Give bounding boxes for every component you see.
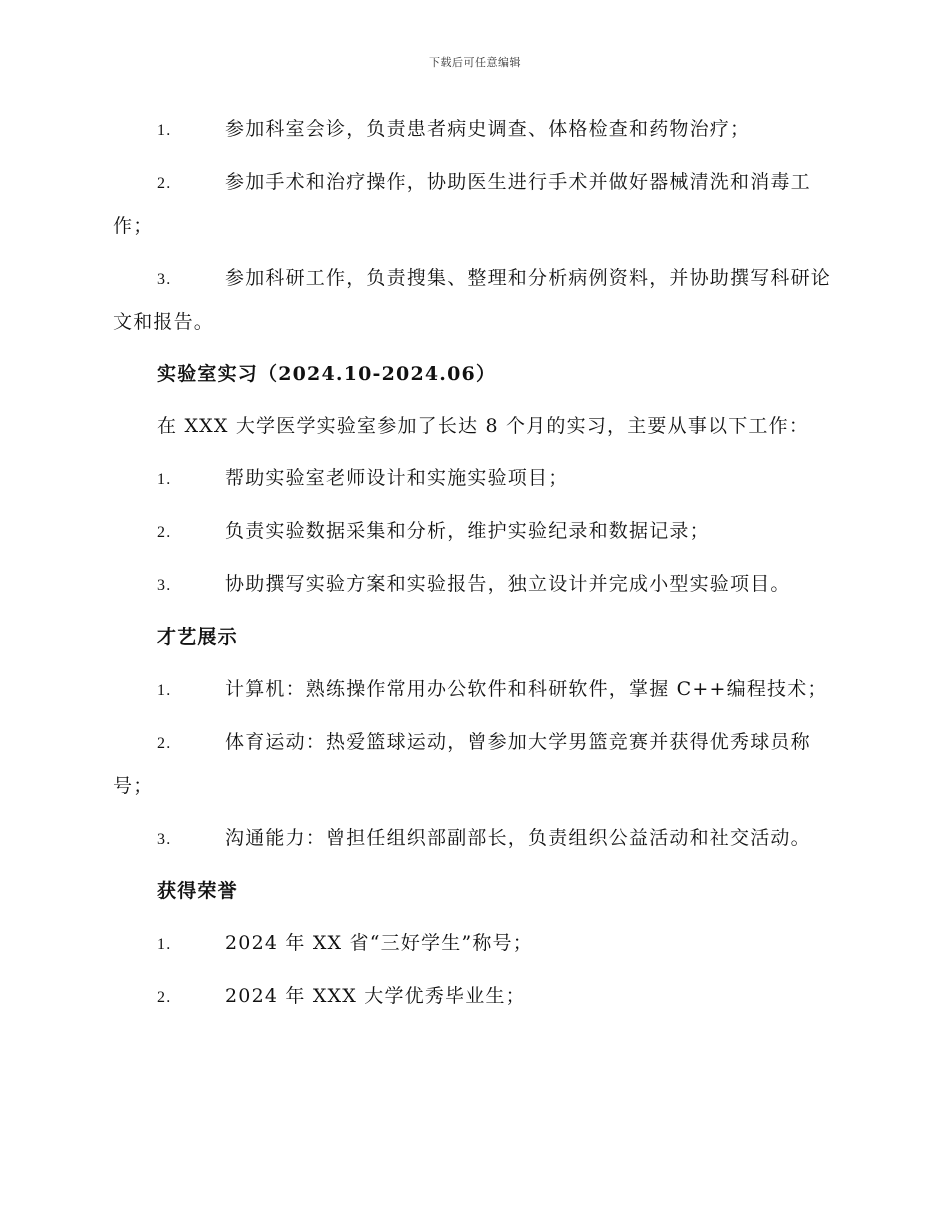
list-item [113,563,833,607]
item-text: 2024 年 XX 省“三好学生”称号； [225,932,533,954]
list-item [113,161,833,248]
section-intro-lab: 在 XXX 大学医学实验室参加了长达 8 个月的实习，主要从事以下工作： [157,415,810,437]
item-text: 体育运动：热爱篮球运动，曾参加大学男篮竞赛并获得优秀球员称号； [113,731,811,797]
list-item [113,721,833,808]
item-number: 3. [157,831,172,848]
item-number: 1. [157,471,172,488]
section-heading-honors: 获得荣誉 [157,880,238,902]
page-header: 下载后可任意编辑 [429,56,521,69]
item-number: 2. [157,735,172,752]
item-number: 1. [157,936,172,953]
item-number: 1. [157,682,172,699]
item-number: 3. [157,577,172,594]
item-text: 沟通能力：曾担任组织部副部长，负责组织公益活动和社交活动。 [225,827,811,849]
item-text: 帮助实验室老师设计和实施实验项目； [225,467,569,489]
document-body [113,108,833,1028]
item-text: 协助撰写实验方案和实验报告，独立设计并完成小型实验项目。 [225,573,791,595]
item-text: 负责实验数据采集和分析，维护实验纪录和数据记录； [225,520,710,542]
list-item [113,108,833,152]
list-item [113,457,833,501]
list-item [113,817,833,861]
list-item [113,975,833,1019]
list-item [113,668,833,712]
item-number: 2. [157,175,172,192]
item-text: 参加手术和治疗操作，协助医生进行手术并做好器械清洗和消毒工作； [113,171,811,237]
item-number: 1. [157,122,172,139]
list-item [113,510,833,554]
item-text: 参加科室会诊，负责患者病史调查、体格检查和药物治疗； [225,118,751,140]
item-number: 2. [157,989,172,1006]
item-number: 2. [157,524,172,541]
section-heading-lab: 实验室实习（2024.10-2024.06） [157,363,497,385]
item-number: 3. [157,271,172,288]
section-heading-talent: 才艺展示 [157,626,238,648]
list-item [113,922,833,966]
item-text: 2024 年 XXX 大学优秀毕业生； [225,985,526,1007]
item-text: 计算机：熟练操作常用办公软件和科研软件，掌握 C++编程技术； [225,678,828,700]
list-item [113,257,833,344]
item-text: 参加科研工作，负责搜集、整理和分析病例资料，并协助撰写科研论文和报告。 [113,267,832,333]
